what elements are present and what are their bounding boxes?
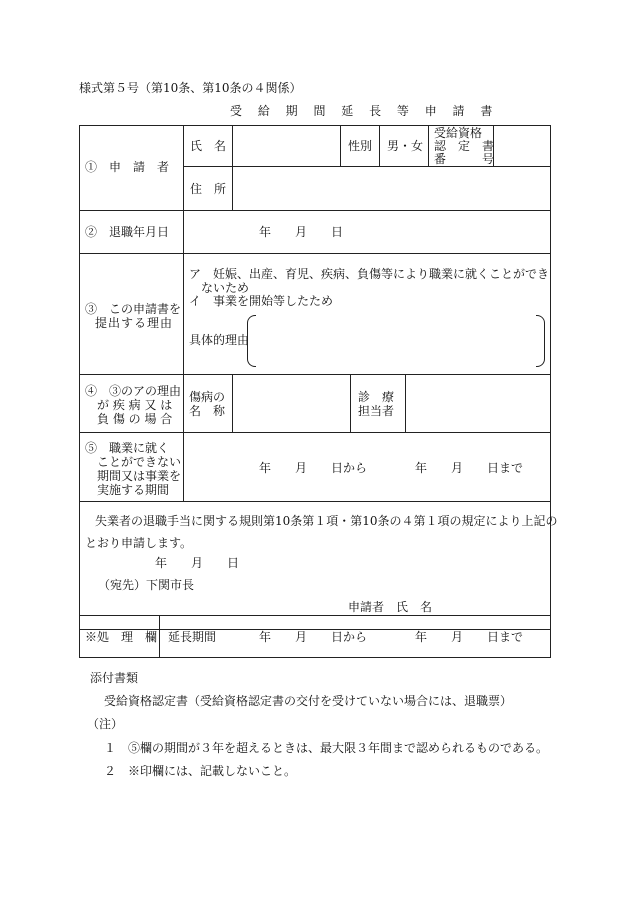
note-2: ２ ※印欄には、記載しないこと。 — [104, 764, 297, 778]
doctor-field[interactable] — [407, 377, 548, 430]
period-label-4: 実施する期間 — [97, 483, 170, 497]
declaration-text-1: 失業者の退職手当に関する規則第10条第１項・第10条の４第１項の規定により上記の — [95, 514, 558, 528]
col-divider — [183, 125, 184, 501]
name-field[interactable] — [234, 128, 338, 164]
sex-options[interactable]: 男・女 — [387, 139, 424, 153]
notes-heading: （注） — [87, 717, 124, 731]
address-field[interactable] — [234, 169, 548, 208]
specific-reason-label: 具体的理由 — [189, 333, 250, 347]
disease-name-label-1: 傷病の — [189, 390, 226, 404]
row-divider — [79, 374, 551, 375]
cert-label-2: 認 定 書 — [434, 139, 495, 153]
extension-period: 年 月 日から 年 月 日まで — [259, 630, 524, 644]
applicant-signature-field[interactable] — [440, 596, 540, 614]
period-label-2: ことができない — [97, 455, 182, 469]
reason-label-1: ③ この申請書を — [85, 302, 182, 316]
applicant-label: ① 申 請 者 — [85, 160, 170, 174]
cert-label-3: 番 号 — [434, 152, 495, 166]
address-label: 住 所 — [190, 182, 227, 196]
period-field[interactable]: 年 月 日から 年 月 日まで — [259, 461, 524, 475]
cert-label-1: 受給資格 — [434, 126, 483, 140]
form-title: 受 給 期 間 延 長 等 申 請 書 — [230, 104, 499, 118]
attachments-item: 受給資格認定書（受給資格認定書の交付を受けていない場合には、退職票） — [104, 694, 513, 708]
right-bracket-icon — [536, 315, 545, 367]
col-divider — [428, 125, 429, 167]
disease-name-field[interactable] — [234, 377, 348, 430]
period-label-1: ⑤ 職業に就く — [85, 441, 170, 455]
reason-label-2: 提出する理由 — [95, 316, 174, 330]
cert-number-field[interactable] — [495, 128, 549, 164]
specific-reason-field[interactable] — [258, 318, 534, 362]
disease-section-label-3: 負 傷 の 場 合 — [97, 412, 173, 426]
col-divider — [350, 374, 351, 432]
disease-section-label-1: ④ ③のアの理由 — [85, 384, 182, 398]
period-label-3: 期間又は事業を — [97, 469, 182, 483]
left-bracket-icon — [247, 315, 256, 367]
doctor-label-1: 診 療 — [358, 390, 395, 404]
col-divider — [405, 374, 406, 432]
declaration-text-2: とおり申請します。 — [85, 536, 193, 550]
declaration-date[interactable]: 年 月 日 — [155, 556, 240, 570]
row-divider — [79, 210, 551, 211]
reason-option-a[interactable]: ア 妊娠、出産、育児、疾病、負傷等により職業に就くことができ — [189, 267, 550, 281]
doctor-label-2: 担当者 — [358, 404, 395, 418]
col-divider — [340, 125, 341, 167]
row-divider — [183, 166, 551, 167]
name-label: 氏 名 — [190, 139, 227, 153]
col-divider — [232, 125, 233, 210]
disease-section-label-2: が 疾 病 又 は — [97, 398, 173, 412]
attachments-heading: 添付書類 — [90, 671, 139, 685]
form-number: 様式第５号（第10条、第10条の４関係） — [79, 81, 302, 95]
disease-name-label-2: 名 称 — [189, 404, 226, 418]
addressee: （宛先）下関市長 — [98, 578, 195, 592]
note-1: １ ⑤欄の期間が３年を超えるときは、最大限３年間まで認められるものである。 — [104, 741, 549, 755]
row-divider — [79, 501, 551, 502]
col-divider — [232, 374, 233, 432]
reason-option-i[interactable]: イ 事業を開始等したため — [189, 294, 334, 308]
col-divider — [159, 615, 160, 658]
applicant-signature-label: 申請者 氏 名 — [348, 600, 433, 614]
row-divider — [79, 432, 551, 433]
col-divider — [379, 125, 380, 167]
row-divider — [79, 253, 551, 254]
retirement-date-field[interactable]: 年 月 日 — [259, 225, 344, 239]
processing-label: ※処 理 欄 — [85, 630, 158, 644]
extension-label: 延長期間 — [168, 630, 217, 644]
sex-label: 性別 — [348, 139, 373, 153]
retirement-date-label: ② 退職年月日 — [85, 225, 170, 239]
reason-option-a-cont: ないため — [201, 281, 250, 295]
